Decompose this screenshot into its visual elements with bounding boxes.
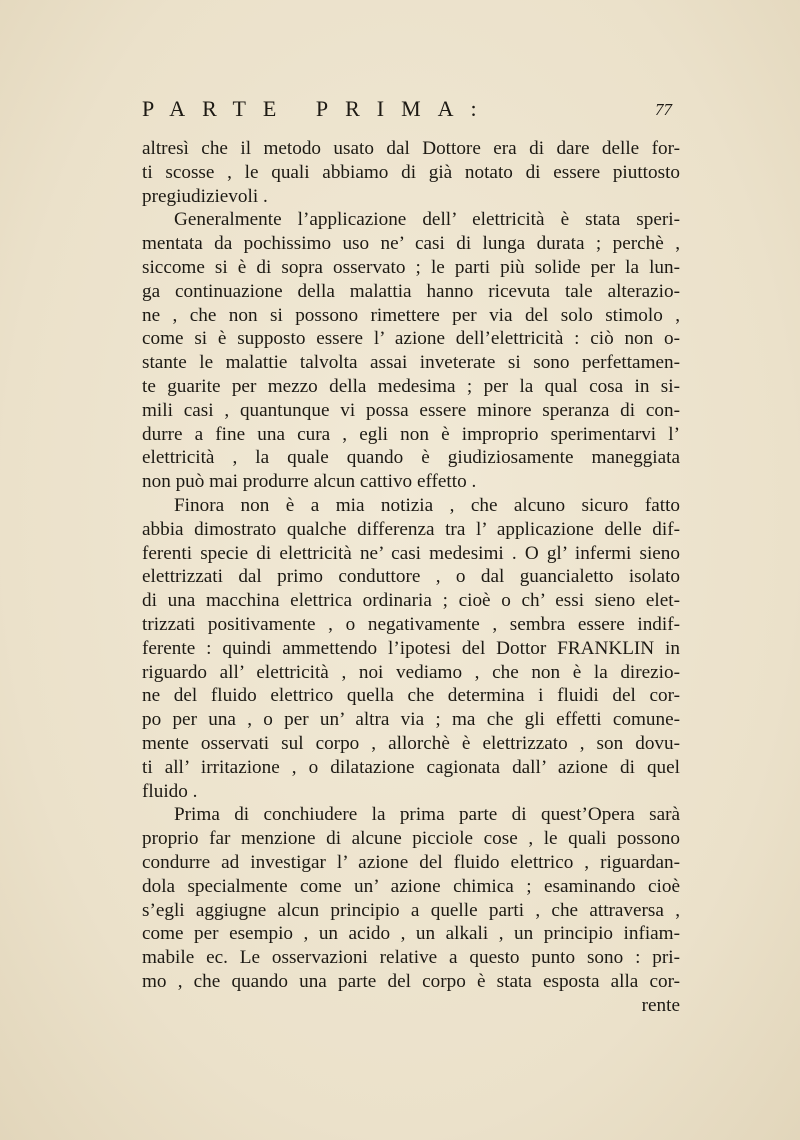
text-line: ferente : quindi ammettendo l’ipotesi del Dottor FRANKLIN in xyxy=(142,637,680,659)
text-line: di una macchina elettrica ordinaria ; cioè o ch’ essi sieno elet- xyxy=(142,590,680,612)
text-line: mentata da pochissimo uso ne’ casi di lunga durata ; perchè , xyxy=(142,233,680,255)
body-text xyxy=(142,137,680,1017)
text-line: condurre ad investigar l’ azione del fluido elettrico , riguardan- xyxy=(142,851,680,873)
text-line: pregiudizievoli . xyxy=(142,185,268,207)
text-line: fluido . xyxy=(142,780,198,802)
text-line: ferenti specie di elettricità ne’ casi medesimi . O gl’ infermi sieno xyxy=(142,542,680,564)
text-line: durre a fine una cura , egli non è improprio sperimentarvi l’ xyxy=(142,423,680,445)
text-line: riguardo all’ elettricità , noi vediamo , che non è la direzio- xyxy=(142,661,680,683)
text-line: ti scosse , le quali abbiamo di già notato di essere piuttosto xyxy=(142,161,680,183)
text-line: mo , che quando una parte del corpo è stata esposta alla cor- xyxy=(142,970,680,992)
text-line: come per esempio , un acido , un alkali , un principio infiam- xyxy=(142,923,680,945)
paragraph-start: Finora non è a mia notizia , che alcuno sicuro fatto xyxy=(174,494,680,516)
paragraph-start: Generalmente l’applicazione dell’ elettricità è stata speri- xyxy=(174,209,680,231)
text-line: dola specialmente come un’ azione chimica ; esaminando cioè xyxy=(142,875,680,897)
text-line: elettricità , la quale quando è giudiziosamente maneggiata xyxy=(142,447,680,469)
text-line: ne , che non si possono rimettere per via del solo stimolo , xyxy=(142,304,680,326)
paragraph-start: Prima di conchiudere la prima parte di quest’Opera sarà xyxy=(174,804,680,826)
text-line: come si è supposto essere l’ azione dell’elettricità : ciò non o- xyxy=(142,328,680,350)
text-line: ne del fluido elettrico quella che determina i fluidi del cor- xyxy=(142,685,680,707)
text-line: non può mai produrre alcun cattivo effetto . xyxy=(142,471,477,493)
text-line: mili casi , quantunque vi possa essere minore speranza di con- xyxy=(142,399,680,421)
text-line: s’egli aggiugne alcun principio a quelle parti , che attraversa , xyxy=(142,899,680,921)
catchword: rente xyxy=(641,994,680,1016)
page-number: 77 xyxy=(655,100,672,119)
text-line: te guarite per mezzo della medesima ; per la qual cosa in si- xyxy=(142,375,680,397)
text-line: ti all’ irritazione , o dilatazione cagionata dall’ azione di quel xyxy=(142,756,680,778)
text-line: ga continuazione della malattia hanno ricevuta tale alterazio- xyxy=(142,280,680,302)
text-line: altresì che il metodo usato dal Dottore era di dare delle for- xyxy=(142,138,680,159)
text-line: abbia dimostrato qualche differenza tra l’ applicazione delle dif- xyxy=(142,518,680,540)
text-line: po per una , o per un’ altra via ; ma che gli effetti comune- xyxy=(142,709,680,731)
text-line: trizzati positivamente , o negativamente , sembra essere indif- xyxy=(142,613,680,635)
running-head: PARTE PRIMA: xyxy=(142,96,494,121)
text-line: elettrizzati dal primo conduttore , o dal guancialetto isolato xyxy=(142,566,680,588)
text-line: mente osservati sul corpo , allorchè è elettrizzato , son dovu- xyxy=(142,732,680,754)
text-line: stante le malattie talvolta assai inveterate si sono perfettamen- xyxy=(142,352,680,374)
text-line: siccome si è di sopra osservato ; le parti più solide per la lun- xyxy=(142,256,680,278)
text-line: proprio far menzione di alcune picciole cose , le quali possono xyxy=(142,828,680,850)
text-line: mabile ec. Le osservazioni relative a questo punto sono : pri- xyxy=(142,947,680,969)
